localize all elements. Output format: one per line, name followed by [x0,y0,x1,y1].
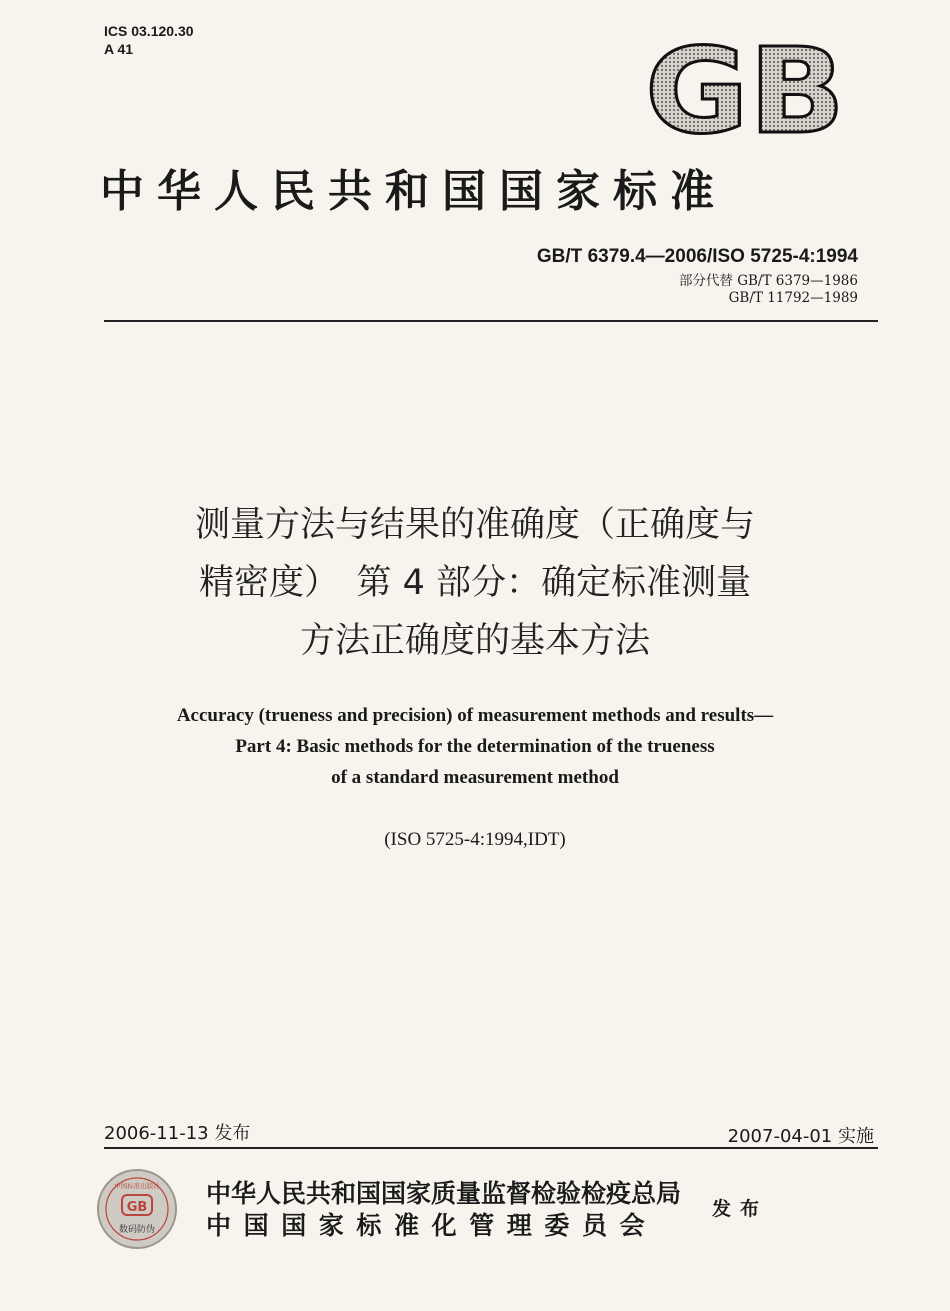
ics-code: ICS 03.120.30 [104,23,194,39]
iso-reference: (ISO 5725-4:1994,IDT) [384,829,566,850]
national-standard-title: 中华人民共和国国家标准 [100,166,727,217]
chinese-title-line-2: 精密度） 第 4 部分：确定标准测量 [198,563,752,603]
footer-divider [104,1147,878,1149]
standard-number: GB/T 6379.4—2006/ISO 5725-4:1994 [536,246,858,267]
class-code: A 41 [104,41,134,57]
chinese-title-line-1: 测量方法与结果的准确度（正确度与 [194,505,755,545]
english-title-line-3: of a standard measurement method [331,767,619,788]
seal-top-text: 中国标准出版社 [114,1182,160,1190]
chinese-title-line-3: 方法正确度的基本方法 [299,621,650,661]
implementation-date: 2007-04-01 实施 [727,1126,874,1147]
replaces-block [679,273,858,307]
replaces-line-2: GB/T 11792—1989 [728,290,858,306]
anti-counterfeit-seal [96,1168,178,1250]
gb-logo [640,40,850,140]
english-title [60,700,890,793]
issue-date: 2006-11-13 发布 [104,1123,251,1144]
english-title-line-1: Accuracy (trueness and precision) of measurement methods and results— [176,705,774,726]
classification-codes [104,22,194,58]
logo-text: GB [645,40,845,140]
header-divider [104,320,878,322]
chinese-title [60,496,890,670]
issuer-line-1: 中华人民共和国国家质量监督检验检疫总局 [206,1179,682,1208]
issuer-line-2: 中国国家标准化管理委员会 [206,1211,658,1240]
english-title-line-2: Part 4: Basic methods for the determination of the trueness [235,736,715,757]
seal-center-text: GB [126,1200,148,1215]
issuing-authorities [206,1178,681,1242]
publish-label: 发布 [712,1198,769,1220]
replaces-line-1: 部分代替 GB/T 6379—1986 [678,273,858,289]
seal-bottom-text: 数码防伪 [118,1225,156,1235]
